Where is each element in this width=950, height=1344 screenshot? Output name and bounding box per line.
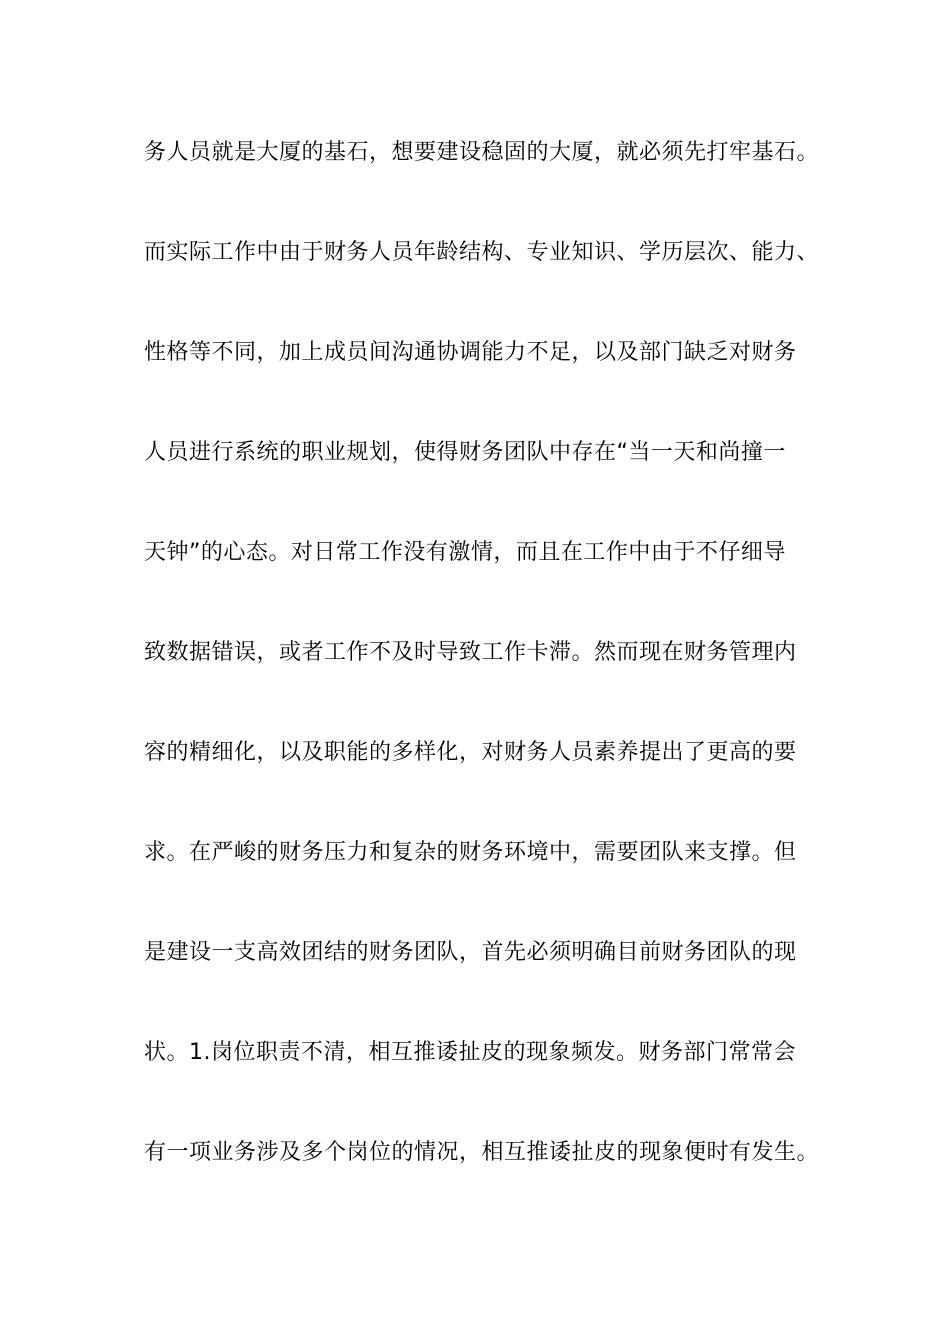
text-line: 务人员就是大厦的基石，想要建设稳固的大厦，就必须先打牢基石。 <box>144 140 820 165</box>
text-line: 状。1.岗位职责不清，相互推诿扯皮的现象频发。财务部门常常会 <box>144 1040 796 1065</box>
text-line: 容的精细化，以及职能的多样化，对财务人员素养提出了更高的要 <box>144 740 797 765</box>
text-line: 求。在严峻的财务压力和复杂的财务环境中，需要团队来支撑。但 <box>144 840 797 865</box>
text-line: 而实际工作中由于财务人员年龄结构、专业知识、学历层次、能力、 <box>144 240 820 265</box>
text-line: 人员进行系统的职业规划，使得财务团队中存在“当一天和尚撞一 <box>144 440 786 465</box>
text-line: 有一项业务涉及多个岗位的情况，相互推诿扯皮的现象便时有发生。 <box>144 1140 820 1165</box>
text-line: 天钟”的心态。对日常工作没有激情，而且在工作中由于不仔细导 <box>144 540 786 565</box>
text-line: 性格等不同，加上成员间沟通协调能力不足，以及部门缺乏对财务 <box>144 340 797 365</box>
text-line: 致数据错误，或者工作不及时导致工作卡滞。然而现在财务管理内 <box>144 640 797 665</box>
body-text <box>144 128 844 1228</box>
text-line: 是建设一支高效团结的财务团队，首先必须明确目前财务团队的现 <box>144 940 797 965</box>
